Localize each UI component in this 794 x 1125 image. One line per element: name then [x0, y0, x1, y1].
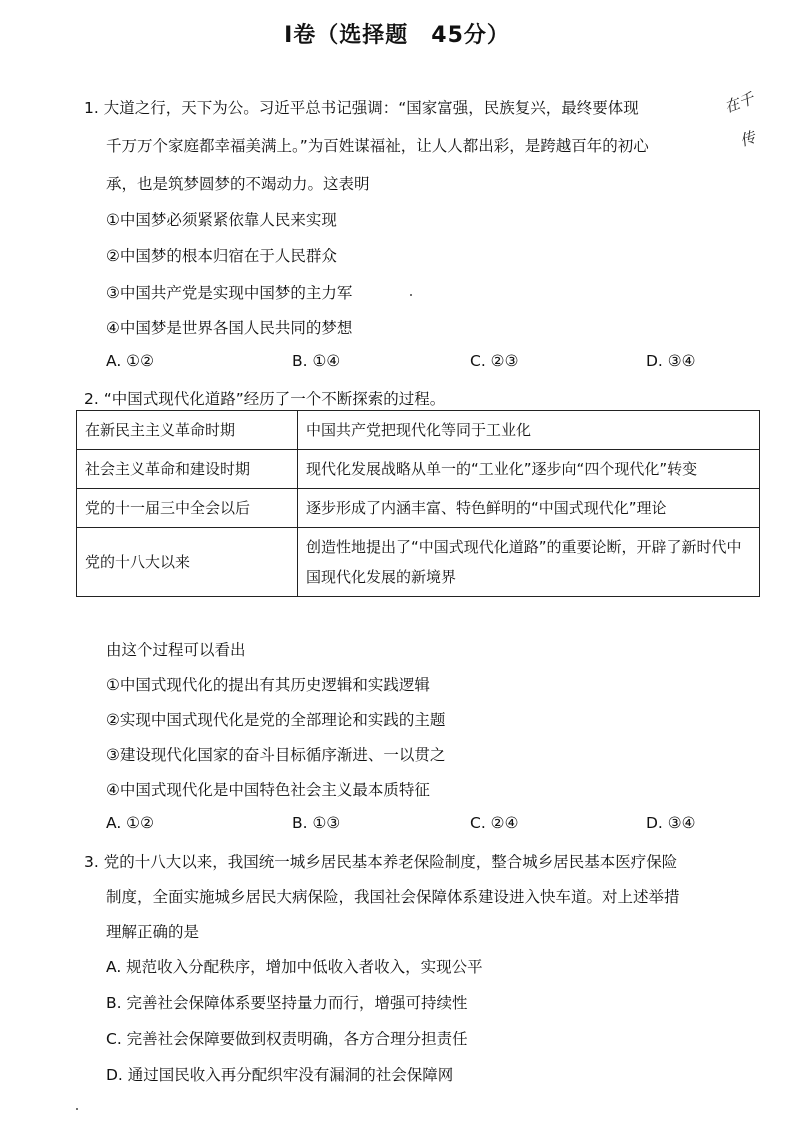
- q1-option-d: D. ③④: [646, 352, 696, 370]
- q1-statement-4: ④中国梦是世界各国人民共同的梦想: [106, 319, 353, 337]
- q1-handwritten-note-2: 传: [737, 127, 758, 150]
- q3-option-a: A. 规范收入分配秩序，增加中低收入者收入，实现公平: [106, 958, 483, 976]
- q3-option-b: B. 完善社会保障体系要坚持量力而行，增强可持续性: [106, 994, 468, 1012]
- q1-handwritten-note-1: 在千: [721, 89, 757, 117]
- q1-option-b: B. ①④: [292, 352, 341, 370]
- q1-option-a: A. ①②: [106, 352, 154, 370]
- q3-stem-line-3: 理解正确的是: [106, 923, 200, 941]
- stray-mark: [76, 1108, 78, 1110]
- section-title: Ⅰ卷（选择题 45分）: [284, 23, 510, 48]
- q1-option-c: C. ②③: [470, 352, 519, 370]
- table-cell-description: 逐步形成了内涵丰富、特色鲜明的“中国式现代化”理论: [298, 489, 760, 528]
- q2-statement-1: ①中国式现代化的提出有其历史逻辑和实践逻辑: [106, 676, 430, 694]
- q2-option-b: B. ①③: [292, 814, 341, 832]
- q1-statement-1: ①中国梦必须紧紧依靠人民来实现: [106, 211, 337, 229]
- table-cell-period: 社会主义革命和建设时期: [77, 450, 298, 489]
- table-row: [77, 450, 760, 489]
- q3-stem-line-2: 制度，全面实施城乡居民大病保险，我国社会保障体系建设进入快车道。对上述举措: [106, 888, 680, 906]
- table-cell-description: 中国共产党把现代化等同于工业化: [298, 411, 760, 450]
- q3-option-d: D. 通过国民收入再分配织牢没有漏洞的社会保障网: [106, 1066, 454, 1084]
- q2-lead: 由这个过程可以看出: [106, 641, 246, 659]
- q2-stem: 2. “中国式现代化道路”经历了一个不断探索的过程。: [84, 390, 446, 408]
- q1-statement-3: ③中国共产党是实现中国梦的主力军: [106, 284, 353, 302]
- q2-option-d: D. ③④: [646, 814, 696, 832]
- q2-option-a: A. ①②: [106, 814, 154, 832]
- table-row: [77, 411, 760, 450]
- history-table: [76, 410, 760, 597]
- table-cell-description: 现代化发展战略从单一的“工业化”逐步向“四个现代化”转变: [298, 450, 760, 489]
- q2-option-c: C. ②④: [470, 814, 519, 832]
- table-row: [77, 528, 760, 597]
- table-cell-period: 党的十八大以来: [77, 528, 298, 597]
- q2-statement-2: ②实现中国式现代化是党的全部理论和实践的主题: [106, 711, 446, 729]
- q3-option-c: C. 完善社会保障要做到权责明确，各方合理分担责任: [106, 1030, 468, 1048]
- q1-stem-line-3: 承，也是筑梦圆梦的不竭动力。这表明: [106, 175, 370, 193]
- q1-stem-line-2: 千万万个家庭都幸福美满上。”为百姓谋福祉，让人人都出彩，是跨越百年的初心: [106, 137, 649, 155]
- table-row: [77, 489, 760, 528]
- q1-stem-line-1: 1. 大道之行，天下为公。习近平总书记强调：“国家富强，民族复兴，最终要体现: [84, 99, 639, 117]
- table-cell-period: 在新民主主义革命时期: [77, 411, 298, 450]
- q2-statement-4: ④中国式现代化是中国特色社会主义最本质特征: [106, 781, 430, 799]
- table-cell-description: 创造性地提出了“中国式现代化道路”的重要论断，开辟了新时代中国现代化发展的新境界: [298, 528, 760, 597]
- q1-statement-2: ②中国梦的根本归宿在于人民群众: [106, 247, 337, 265]
- table-cell-period: 党的十一届三中全会以后: [77, 489, 298, 528]
- q3-stem-line-1: 3. 党的十八大以来，我国统一城乡居民基本养老保险制度，整合城乡居民基本医疗保险: [84, 853, 678, 871]
- stray-mark: [410, 294, 412, 296]
- q2-statement-3: ③建设现代化国家的奋斗目标循序渐进、一以贯之: [106, 746, 446, 764]
